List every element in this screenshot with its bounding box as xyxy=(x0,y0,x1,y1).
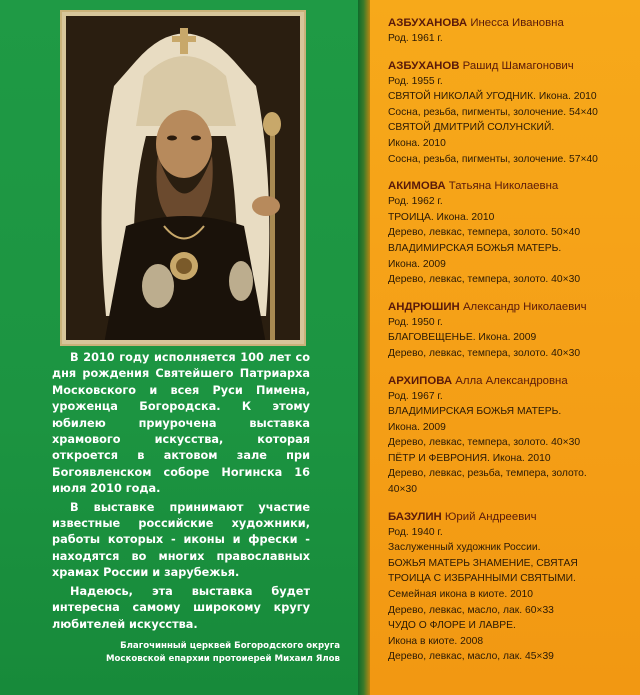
artist-given-name: Алла Александровна xyxy=(455,374,568,387)
artwork-line: Дерево, левкас, темпера, золото. 40×30 xyxy=(388,347,581,359)
artist-entry xyxy=(388,58,633,168)
artwork-line: Икона. 2010 xyxy=(388,137,446,149)
artwork-line: ТРОИЦА С ИЗБРАННЫМИ СВЯТЫМИ. xyxy=(388,573,576,585)
artwork-line: БОЖЬЯ МАТЕРЬ ЗНАМЕНИЕ, СВЯТАЯ xyxy=(388,557,578,569)
intro-paragraph-1: В 2010 году исполняется 100 лет со дня рождения Святейшего Патриарха Московского и всея Руси Пимена, уроженца Богородска. К этому юбилею приурочена выставка храмового искусства, которая откроется в актовом зале при Богоявленском соборе Ногинска 16 июля 2010 года. xyxy=(52,351,310,496)
intro-text xyxy=(52,350,310,635)
intro-paragraph-3: Надеюсь, эта выставка будет интересна самому широкому кругу любителей искусства. xyxy=(52,584,310,631)
artist-entry xyxy=(388,373,633,498)
artist-surname: АЗБУХАНОВА xyxy=(388,17,468,29)
artwork-line: ЧУДО О ФЛОРЕ И ЛАВРЕ. xyxy=(388,620,516,632)
artist-catalog xyxy=(388,15,633,676)
signature xyxy=(90,640,340,666)
portrait-frame xyxy=(60,10,306,346)
signature-line-2: Московской епархии протоиерей Михаил Ялов xyxy=(105,654,340,664)
artwork-line: ВЛАДИМИРСКАЯ БОЖЬЯ МАТЕРЬ. xyxy=(388,406,562,418)
artwork-line: Род. 1967 г. xyxy=(388,390,443,402)
artist-given-name: Инесса Ивановна xyxy=(470,17,564,29)
artist-given-name: Татьяна Николаевна xyxy=(448,180,559,193)
artwork-line: 40×30 xyxy=(388,484,417,496)
artwork-line: Род. 1962 г. xyxy=(388,196,443,208)
artist-surname: АКИМОВА xyxy=(388,180,446,193)
artwork-line: Дерево, левкас, темпера, золото. 50×40 xyxy=(388,227,581,239)
artist-name xyxy=(388,15,633,31)
artwork-line: Семейная икона в киоте. 2010 xyxy=(388,589,533,601)
artwork-line: Род. 1961 г. xyxy=(388,33,443,44)
artwork-line: ТРОИЦА. Икона. 2010 xyxy=(388,211,495,223)
artwork-line: Заслуженный художник России. xyxy=(388,542,541,554)
artwork-line: Род. 1950 г. xyxy=(388,316,443,328)
artist-given-name: Рашид Шамагонович xyxy=(462,59,574,72)
artwork-line: Род. 1955 г. xyxy=(388,75,443,87)
artist-surname: АРХИПОВА xyxy=(388,374,453,387)
portrait-illustration xyxy=(66,16,300,340)
artwork-line: Сосна, резьба, пигменты, золочение. 54×40 xyxy=(388,106,598,118)
artist-surname: БАЗУЛИН xyxy=(388,510,442,523)
artwork-line: Род. 1940 г. xyxy=(388,526,443,538)
artist-name xyxy=(388,509,633,525)
artwork-line: Дерево, левкас, масло, лак. 60×33 xyxy=(388,604,554,616)
artist-surname: АНДРЮШИН xyxy=(388,300,460,313)
patriarch-portrait xyxy=(66,16,300,340)
artwork-line: Сосна, резьба, пигменты, золочение. 57×40 xyxy=(388,153,598,165)
artist-surname: АЗБУХАНОВ xyxy=(388,59,460,72)
artist-entry xyxy=(388,509,633,665)
signature-line-1: Благочинный церквей Богородского округа xyxy=(120,641,340,651)
artwork-line: БЛАГОВЕЩЕНЬЕ. Икона. 2009 xyxy=(388,332,537,344)
intro-paragraph-2: В выставке принимают участие известные российские художники, работы которых - иконы и фрески - находятся во многих православных храмах России и зарубежья. xyxy=(52,500,310,580)
artist-name xyxy=(388,178,633,194)
artist-given-name: Александр Николаевич xyxy=(462,300,587,313)
artwork-line: Дерево, левкас, масло, лак. 45×39 xyxy=(388,651,554,663)
artwork-line: СВЯТОЙ ДМИТРИЙ СОЛУНСКИЙ. xyxy=(388,122,555,134)
artwork-line: Дерево, левкас, резьба, темпера, золото. xyxy=(388,468,587,480)
artist-entry xyxy=(388,15,633,47)
artwork-line: ВЛАДИМИРСКАЯ БОЖЬЯ МАТЕРЬ. xyxy=(388,242,562,254)
artist-entry xyxy=(388,299,633,362)
artist-name xyxy=(388,58,633,74)
artwork-line: Икона. 2009 xyxy=(388,421,446,433)
artist-entry xyxy=(388,178,633,288)
artwork-line: Дерево, левкас, темпера, золото. 40×30 xyxy=(388,274,581,286)
artist-name xyxy=(388,299,633,315)
artwork-line: Икона в киоте. 2008 xyxy=(388,635,484,647)
artwork-line: Дерево, левкас, темпера, золото. 40×30 xyxy=(388,437,581,449)
artist-given-name: Юрий Андреевич xyxy=(444,510,537,523)
artist-name xyxy=(388,373,633,389)
artwork-line: Икона. 2009 xyxy=(388,258,446,270)
artwork-line: ПЁТР И ФЕВРОНИЯ. Икона. 2010 xyxy=(388,452,551,464)
artwork-line: СВЯТОЙ НИКОЛАЙ УГОДНИК. Икона. 2010 xyxy=(388,91,597,103)
